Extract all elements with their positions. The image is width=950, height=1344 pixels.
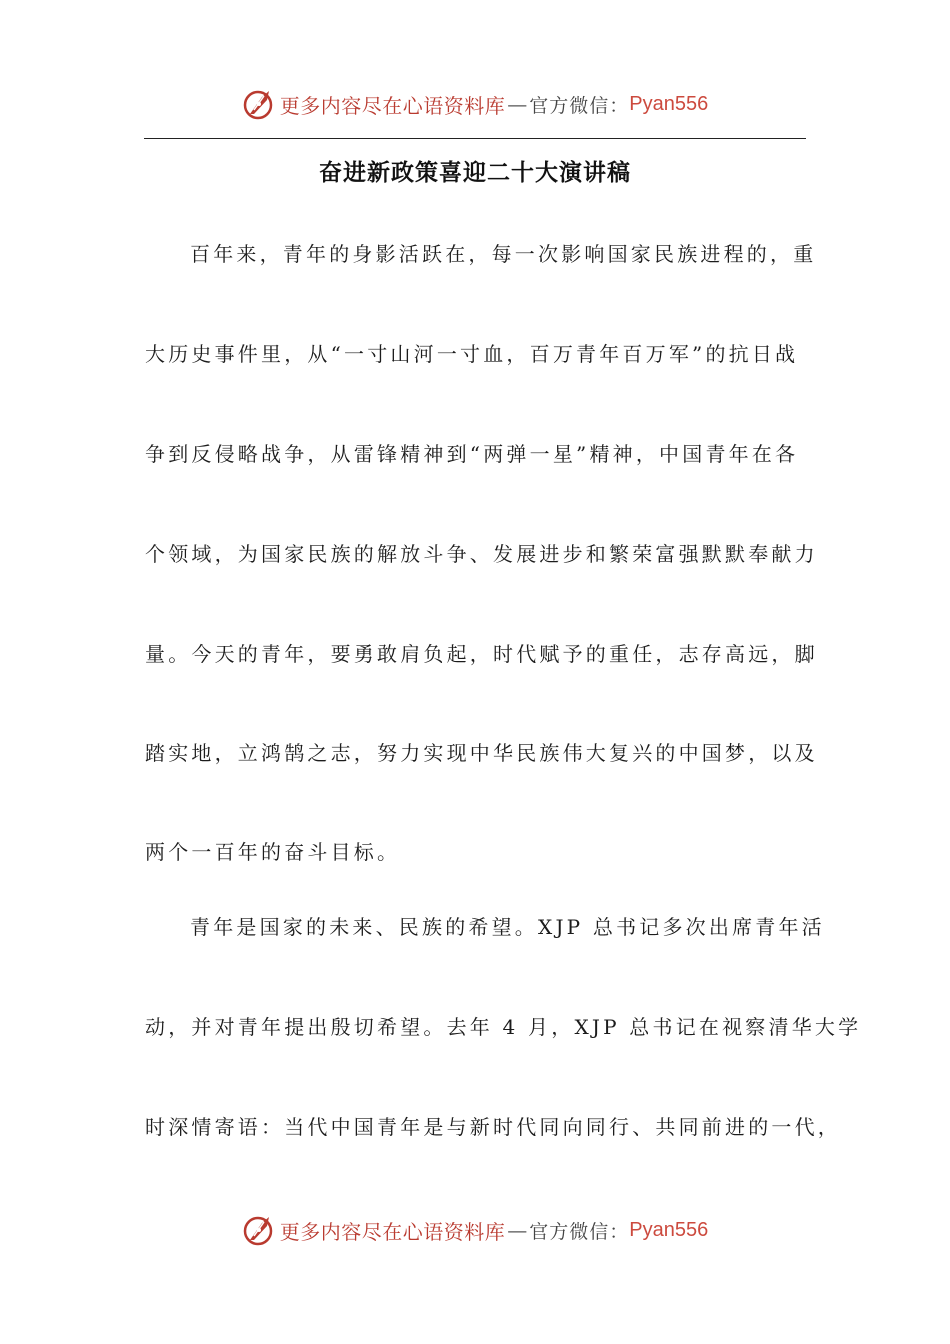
- body-line: 百年来，青年的身影活跃在，每一次影响国家民族进程的，重: [190, 242, 817, 266]
- body-line: 大历史事件里，从“一寸山河一寸血，百万青年百万军”的抗日战: [145, 342, 799, 366]
- wechat-id: Pyan556: [629, 1218, 709, 1241]
- header-divider: [144, 138, 806, 139]
- wechat-label: 官方微信：: [529, 94, 630, 117]
- separator-dash: —: [507, 92, 528, 116]
- body-line: 两个一百年的奋斗目标。: [145, 840, 401, 864]
- wechat-label: 官方微信：: [529, 1220, 630, 1243]
- body-line: 动，并对青年提出殷切希望。去年 4 月，XJP 总书记在视察清华大学: [145, 1015, 862, 1039]
- brand-name: 更多内容尽在心语资料库: [279, 1219, 506, 1244]
- pen-nib-logo-icon: [242, 87, 276, 121]
- separator-dash: —: [507, 1218, 528, 1242]
- body-line: 青年是国家的未来、民族的希望。XJP 总书记多次出席青年活: [190, 915, 825, 939]
- body-line: 时深情寄语：当代中国青年是与新时代同向同行、共同前进的一代，: [145, 1115, 841, 1139]
- wechat-id: Pyan556: [629, 92, 709, 115]
- header-banner: [0, 84, 950, 124]
- body-line: 踏实地，立鸿鹄之志，努力实现中华民族伟大复兴的中国梦，以及: [145, 741, 818, 765]
- body-line: 量。今天的青年，要勇敢肩负起，时代赋予的重任，志存高远，脚: [145, 642, 818, 666]
- pen-nib-logo-icon: [242, 1213, 276, 1247]
- brand-name: 更多内容尽在心语资料库: [279, 93, 506, 118]
- document-title: 奋进新政策喜迎二十大演讲稿: [319, 159, 631, 186]
- body-line: 争到反侵略战争，从雷锋精神到“两弹一星”精神，中国青年在各: [145, 442, 799, 466]
- footer-banner: [0, 1210, 950, 1250]
- body-line: 个领域，为国家民族的解放斗争、发展进步和繁荣富强默默奉献力: [145, 542, 818, 566]
